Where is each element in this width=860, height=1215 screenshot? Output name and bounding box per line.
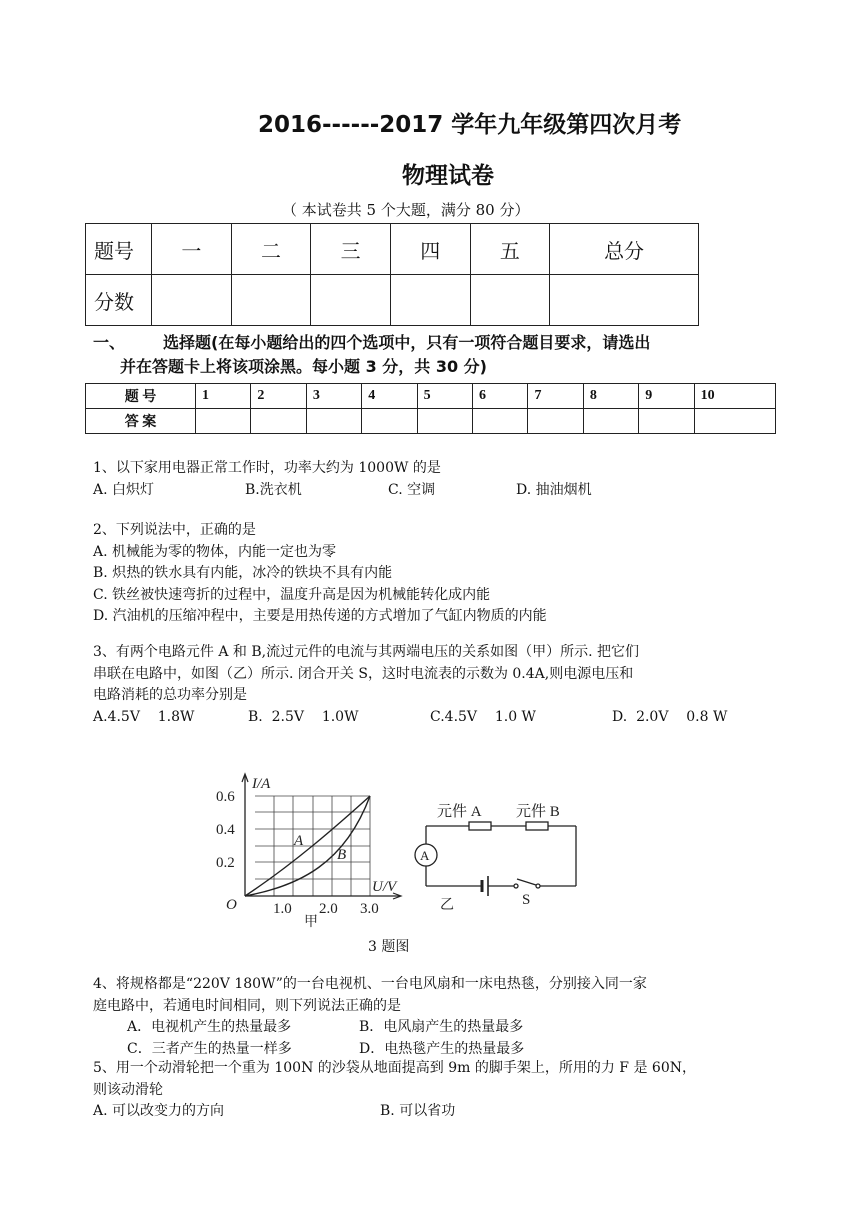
answer-blank[interactable] [417, 409, 472, 434]
option-b: B. 2.5V 1.0W [248, 708, 359, 725]
answer-blank[interactable] [694, 409, 775, 434]
graph-ylabel: I/A [252, 776, 271, 792]
switch-label: S [522, 892, 531, 908]
graph-labels [216, 776, 398, 930]
option-a: A．电视机产生的热量最多 [127, 1019, 292, 1035]
answer-label-question: 题 号 [86, 384, 196, 409]
question-5-stem-line1: 5、用一个动滑轮把一个重为 100N 的沙袋从地面提高到 9m 的脚手架上，所用的力 F 是 60N， [93, 1060, 696, 1076]
option-a: A. 可以改变力的方向 [93, 1103, 225, 1119]
option-c: C. 空调 [388, 481, 436, 498]
answer-row-blanks [86, 409, 776, 434]
option-d: D. 抽油烟机 [516, 481, 592, 498]
question-4-options-row1 [93, 1017, 813, 1039]
element-b-label: 元件 B [516, 804, 560, 820]
graph-curve-a-label: A [294, 833, 304, 849]
option-a: A.4.5V 1.8W [93, 708, 195, 725]
question-5-stem-line2: 则该动滑轮 [93, 1081, 163, 1098]
answer-number: 2 [251, 384, 306, 409]
ammeter-label: A [420, 848, 430, 863]
element-a-label: 元件 A [437, 804, 482, 820]
question-2-stem: 2、下列说法中，正确的是 [93, 522, 256, 538]
question-3-stem-line2: 串联在电路中，如图（乙）所示. 闭合开关 S，这时电流表的示数为 0.4A,则电源电压和 [93, 665, 634, 682]
switch-icon[interactable] [517, 879, 536, 885]
score-cell-2: 二 [231, 224, 311, 275]
question-4 [93, 974, 813, 1061]
option-a: A. 白炽灯 [93, 481, 155, 498]
score-row-label: 分数 [86, 275, 152, 326]
question-2 [93, 520, 793, 628]
graph-caption: 甲 [304, 915, 318, 930]
question-3-figure [200, 768, 600, 933]
question-1-stem: 1、以下家用电器正常工作时，功率大约为 1000W 的是 [93, 460, 441, 476]
option-b: B．电风扇产生的热量最多 [359, 1019, 524, 1035]
figure-caption: 3 题图 [368, 939, 410, 955]
score-input-5[interactable] [470, 275, 550, 326]
option-c: C. 铁丝被快速弯折的过程中，温度升高是因为机械能转化成内能 [93, 586, 491, 603]
score-table [85, 223, 699, 326]
question-3-stem-line3: 电路消耗的总功率分别是 [93, 687, 247, 703]
graph-xlabel: U/V [372, 879, 397, 895]
score-input-2[interactable] [231, 275, 311, 326]
answer-number: 6 [473, 384, 528, 409]
score-input-4[interactable] [390, 275, 470, 326]
answer-blank[interactable] [639, 409, 694, 434]
answer-blank[interactable] [473, 409, 528, 434]
score-cell-total: 总分 [550, 224, 699, 275]
option-d: D. 汽油机的压缩冲程中，主要是用热传递的方式增加了气缸内物质的内能 [93, 608, 547, 624]
question-4-stem-line2: 庭电路中，若通电时间相同，则下列说法正确的是 [93, 997, 401, 1014]
switch-contact [514, 884, 518, 888]
switch-contact [536, 884, 540, 888]
score-row-values [86, 275, 699, 326]
answer-number: 1 [196, 384, 251, 409]
answer-number: 9 [639, 384, 694, 409]
question-4-stem-line1: 4、将规格都是“220V 180W”的一台电视机、一台电风扇和一床电热毯，分别接入同一家 [93, 976, 647, 992]
option-d: D. 2.0V 0.8 W [612, 708, 728, 725]
element-b-resistor [526, 822, 548, 830]
option-b: B.洗衣机 [245, 481, 302, 498]
option-b: B. 可以省功 [380, 1103, 456, 1119]
question-1-options [93, 480, 793, 502]
answer-label-answer: 答 案 [86, 409, 196, 434]
option-d: D．电热毯产生的热量最多 [359, 1041, 525, 1057]
question-3-options [93, 707, 793, 729]
answer-table [85, 383, 776, 434]
section1-heading-line1: 选择题(在每小题给出的四个选项中，只有一项符合题目要求，请选出 [163, 333, 651, 352]
exam-title: 2016------2017 学年九年级第四次月考 [258, 112, 682, 138]
graph-ytick: 0.4 [216, 822, 235, 838]
answer-row-numbers [86, 384, 776, 409]
score-cell-1: 一 [152, 224, 232, 275]
score-cell-4: 四 [390, 224, 470, 275]
graph-curve-b-label: B [337, 847, 347, 863]
question-3-stem-line1: 3、有两个电路元件 A 和 B,流过元件的电流与其两端电压的关系如图（甲）所示. 把它们 [93, 644, 640, 660]
score-cell-5: 五 [470, 224, 550, 275]
answer-blank[interactable] [528, 409, 583, 434]
answer-number: 5 [417, 384, 472, 409]
question-5-options [93, 1101, 813, 1123]
option-a: A. 机械能为零的物体，内能一定也为零 [93, 543, 337, 560]
score-cell-3: 三 [311, 224, 391, 275]
exam-subtitle: 物理试卷 [402, 163, 494, 189]
exam-note: （ 本试卷共 5 个大题，满分 80 分） [282, 201, 530, 219]
option-b: B. 炽热的铁水具有内能，冰冷的铁块不具有内能 [93, 565, 393, 581]
score-cell-label: 题号 [86, 224, 152, 275]
answer-number: 10 [694, 384, 775, 409]
answer-number: 7 [528, 384, 583, 409]
graph-ytick: 0.2 [216, 855, 235, 871]
graph-xtick: 1.0 [273, 901, 292, 917]
section1-number: 一、 [93, 333, 126, 352]
score-input-3[interactable] [311, 275, 391, 326]
answer-number: 3 [306, 384, 361, 409]
circuit-labels [420, 803, 560, 913]
option-c: C.4.5V 1.0 W [430, 708, 536, 725]
question-3 [93, 642, 793, 729]
answer-blank[interactable] [362, 409, 417, 434]
graph-ytick: 0.6 [216, 789, 235, 805]
section1-heading-line2: 并在答题卡上将该项涂黑。每小题 3 分，共 30 分) [120, 357, 487, 376]
score-input-total[interactable] [550, 275, 699, 326]
answer-blank[interactable] [196, 409, 251, 434]
answer-blank[interactable] [251, 409, 306, 434]
question-5 [93, 1058, 813, 1123]
answer-blank[interactable] [306, 409, 361, 434]
answer-blank[interactable] [583, 409, 638, 434]
circuit-diagram [415, 822, 576, 896]
element-a-resistor [469, 822, 491, 830]
question-1 [93, 458, 793, 502]
graph-xtick: 2.0 [319, 901, 338, 917]
graph-origin: O [226, 897, 237, 913]
answer-number: 4 [362, 384, 417, 409]
answer-number: 8 [583, 384, 638, 409]
option-c: C．三者产生的热量一样多 [127, 1041, 292, 1057]
circuit-caption: 乙 [440, 898, 454, 913]
graph-xtick: 3.0 [360, 901, 379, 917]
score-input-1[interactable] [152, 275, 232, 326]
score-row-header [86, 224, 699, 275]
